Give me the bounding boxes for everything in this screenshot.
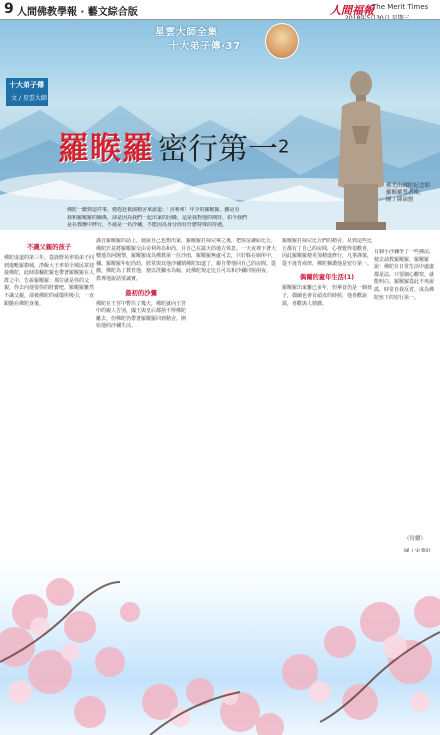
article-column-5 [374,249,436,552]
to-be-continued: （待續） [404,536,427,542]
article-intro [67,207,317,237]
statue-photo [330,66,392,230]
article-column-2 [96,238,186,552]
banner-collection-title: 星雲大師全集 [155,27,219,38]
newspaper-english-name: The Merit Times [372,3,429,11]
caption-line-2: 羅睺羅尊者像。 [386,190,425,196]
cherry-blossom-photo [0,552,440,735]
intro-line-3: 是在教團中修行，不過是一名沙彌，不能因為身分而有什麼特殊的待遇。 [67,222,228,228]
article-column-1 [4,238,94,552]
article-column-3 [186,238,276,552]
caption-line-3: 圖 / 陳碩賢 [386,197,414,203]
headline-title: 密行第一 [158,132,278,167]
page-number: 9 [4,1,14,17]
master-portrait [265,23,299,59]
series-name: 十大弟子傳 [9,81,44,89]
headline-name: 羅睺羅 [58,131,154,167]
newspaper-logo: 人間福報 [330,4,374,17]
banner-book-title: 十大弟子傳‧37 [169,41,242,52]
column-2-body: 滿自羅睺羅的話上，她說自己也想出家，佛陀於是將羅睺羅交由舍利弗為和尚、目犍連為阿闍黎，羅睺羅成為佛教第一位沙彌。羅睺羅年紀尚幼，經常與其他沙彌嬉戲，佛陀為了教育他，便以洗腳水為喻，教導他說話要誠實。 [96,238,186,282]
series-tag [6,78,48,106]
headline-part-number: 2 [278,136,290,158]
article-column-4 [282,238,372,552]
subheading-childhood: 偶爾的童年生活(1) [299,274,355,282]
subheading-unknown-child: 不識父親的孩子 [26,244,72,251]
author-byline: 文 / 星雲大師 [11,95,47,102]
photo-caption [386,183,436,204]
series-banner [155,24,275,60]
caption-line-1: 佛光山佛陀紀念館 [386,183,431,189]
column-4-body: 羅睺羅打掃完比丘們的精舍，見到這些比丘都有了自己的房間，心裡覺得很歡喜，因此羅睺羅便更加精進修行，凡事謹慎，從不違背戒律，佛陀稱讚他是密行第一。 [282,238,372,267]
page-header [0,0,440,20]
column-5-body: 有個小沙彌學了一些佛法，便去請教羅睺羅，羅睺羅說：佛陀在日常生活中處處都是法，只要細心觀察，就能明白。羅睺羅從此不再說謊，時常自我反省，成為佛陀座下的密行第一。 [374,249,435,301]
section-title: 人間佛教學報 · 藝文綜合版 [17,7,138,18]
hero-illustration [0,20,440,230]
subheading-first-novice: 最初的沙彌 [125,289,157,297]
blossom-branches [0,552,440,735]
column-2-body-continued: 佛陀在王宮中暫住了幾天，佛陀就向王宮中的親人告別，國王與皇后都捨不得佛陀離去，但佛陀仍帶著羅睺羅回到精舍，開始他的沙彌生活。 [96,300,186,330]
column-1-body: 佛陀成道的第三年，從鹿野苑率領弟子回到迦毗羅衛城，淨飯大王率領全城民眾迎接佛陀，此時耶輸陀羅也帶著羅睺羅在人群之中，告訴羅睺羅：那位就是你的父親，你去向他要你的財寶吧。羅睺羅雖然不識父親，卻被佛陀的威儀所吸引，一直跟隨在佛陀身後。 [4,255,94,307]
intro-line-2: 我和羅睺羅的關係，卻是因為我們一起出家的因緣，這是我對他的期待，如今我們 [67,214,248,221]
article-headline [58,123,289,168]
column-4-body-continued: 羅睺羅出家雖已多年，但畢竟仍是一個孩子，偶爾也會有頑皮的時候，他喜歡說謊，喜歡與人嬉戲。 [282,285,372,307]
column-3-body: 羅睺羅打掃完畢之後，把宿房讓給比丘，自己在露天的地方休息。一天夜裡下著大雨，羅睺羅無處可去，只好躲在廁所中，佛陀知道了，親自帶他回自己的房間。從此佛陀規定比丘可以和沙彌同宿兩夜。 [186,238,276,275]
intro-line-1: 佛陀一聽到這件事，便趕赴祇園精舍來說道：「舍利弗！年少的羅睺羅，雖是有 [67,207,240,213]
